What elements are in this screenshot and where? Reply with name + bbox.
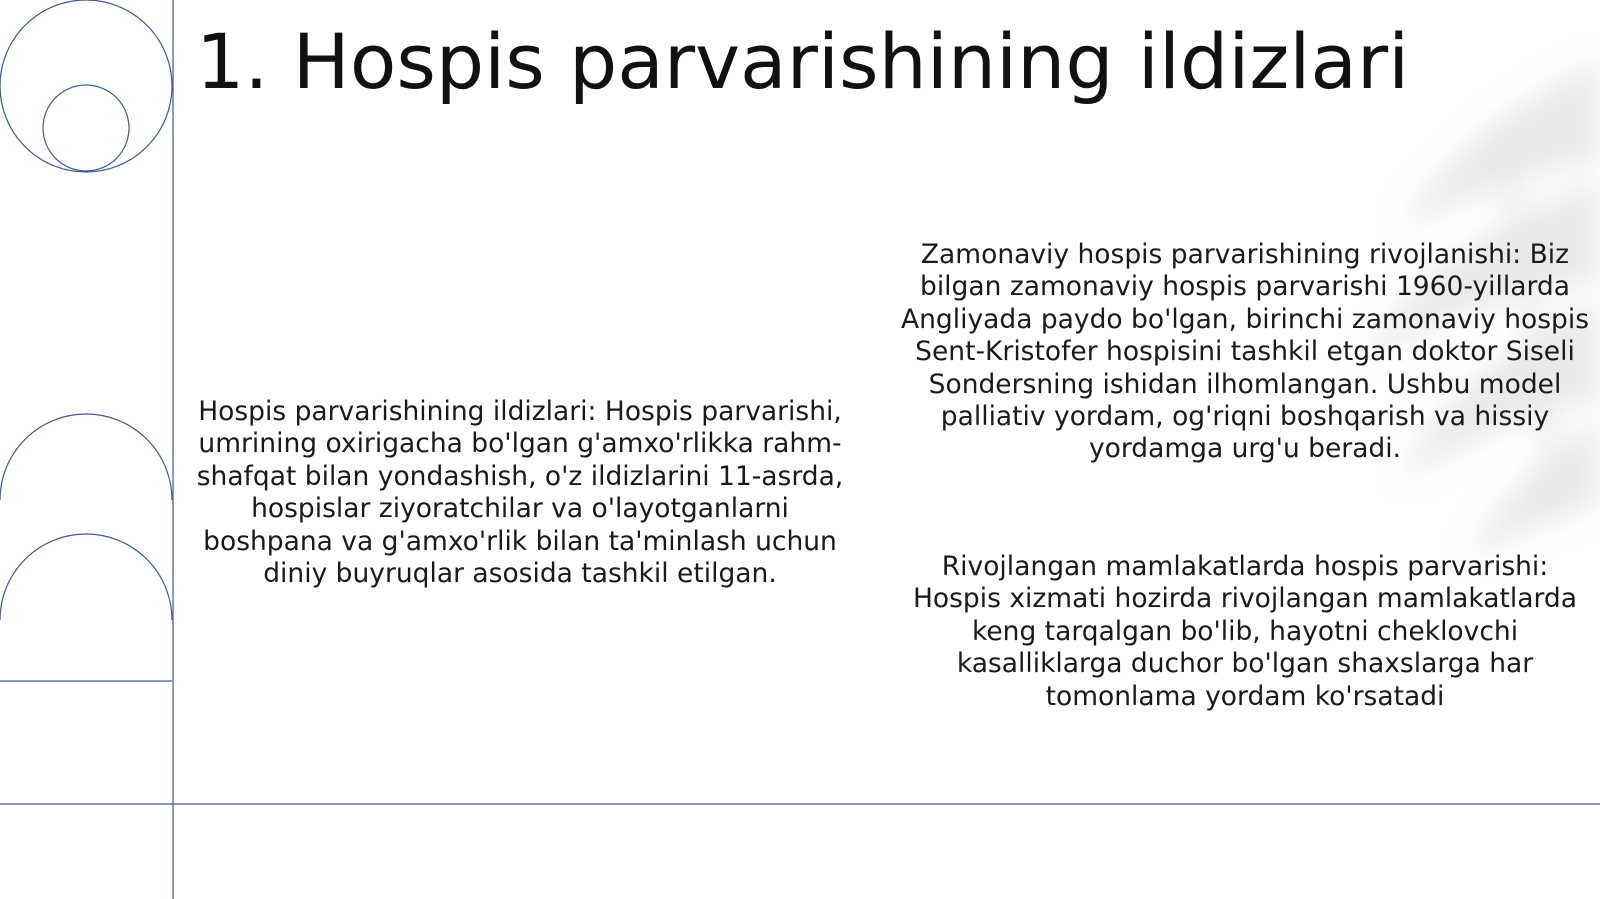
right-paragraph-developed-countries: Rivojlangan mamlakatlarda hospis parvarishi: Hospis xizmati hozirda rivojlangan mamlakatlarda keng tarqalgan bo'lib, hayotni cheklovchi kasalliklarga duchor bo'lgan shaxslarga har tomonlama yordam ko'rsatadi — [912, 551, 1577, 712]
lower-arch-outline — [0, 534, 172, 620]
right-paragraph-modern-hospice: Zamonaviy hospis parvarishining rivojlanishi: Biz bilgan zamonaviy hospis parvarishi 1960-yillarda Angliyada paydo bo'lgan, birinchi zamonaviy hospis Sent-Kristofer hospisini tashkil etgan doktor Siseli Sondersning ishidan ilhomlangan. Ushbu model palliativ yordam, og'riqni boshqarish va hissiy yordamga urg'u beradi. — [900, 239, 1590, 465]
small-circle-outline — [43, 85, 129, 171]
large-circle-outline — [0, 0, 172, 172]
upper-arch-outline — [0, 414, 172, 500]
slide-title: 1. Hospis parvarishining ildizlari — [196, 17, 1410, 106]
left-paragraph: Hospis parvarishining ildizlari: Hospis parvarishi, umrining oxirigacha bo'lgan g'amxo'rlikka rahm-shafqat bilan yondashish, o'z ildizlarini 11-asrda, hospislar ziyoratchilar va o'layotganlarni boshpana va g'amxo'rlik bilan ta'minlash uchun diniy buyruqlar asosida tashkil etilgan. — [196, 396, 844, 590]
